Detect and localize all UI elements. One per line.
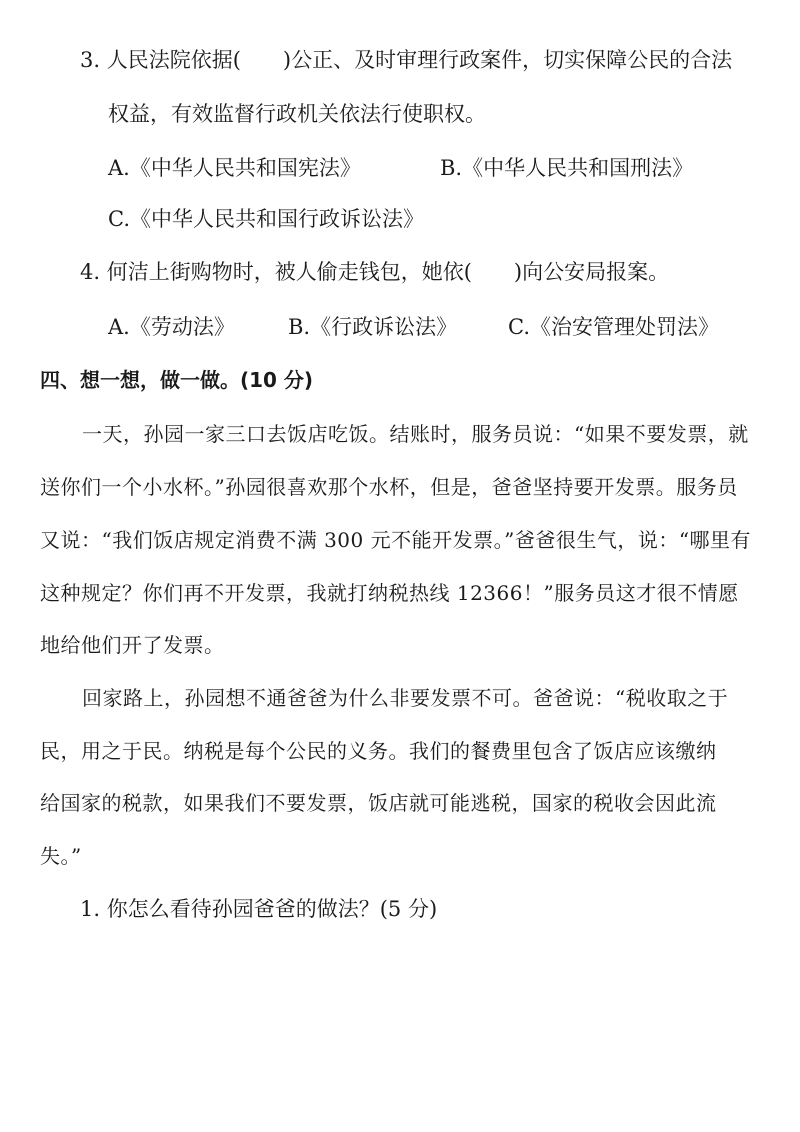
sub-question-1: 1. 你怎么看待孙园爸爸的做法？(5 分) [80, 897, 438, 921]
section-title: 四、想一想，做一做。(10 分) [40, 368, 314, 392]
q4-stem: 4. 何洁上街购物时，被人偷走钱包，她依( )向公安局报案。 [80, 260, 670, 284]
q3-stem-line1: 3. 人民法院依据( )公正、及时审理行政案件，切实保障公民的合法 [80, 48, 733, 72]
q4-option-c: C.《治安管理处罚法》 [508, 315, 719, 339]
q4-option-b: B.《行政诉讼法》 [288, 315, 458, 339]
q4-option-a: A.《劳动法》 [108, 315, 235, 339]
q3-option-c: C.《中华人民共和国行政诉讼法》 [108, 207, 424, 231]
q3-option-a: A.《中华人民共和国宪法》 [108, 156, 361, 180]
passage-p1-line3: 又说：“我们饭店规定消费不满 300 元不能开发票。”爸爸很生气，说：“哪里有 [40, 528, 752, 552]
q3-stem-line2: 权益，有效监督行政机关依法行使职权。 [108, 102, 486, 126]
passage-p2-line1: 回家路上，孙园想不通爸爸为什么非要发票不可。爸爸说：“税收取之于 [82, 686, 729, 710]
passage-p1-line4: 这种规定？你们再不开发票，我就打纳税热线 12366！”服务员这才很不情愿 [40, 581, 739, 605]
passage-p1-line1: 一天，孙园一家三口去饭店吃饭。结账时，服务员说：“如果不要发票，就 [82, 422, 749, 446]
passage-p1-line5: 地给他们开了发票。 [40, 633, 225, 657]
passage-p2-line3: 给国家的税款，如果我们不要发票，饭店就可能逃税，国家的税收会因此流 [40, 791, 717, 815]
q3-option-b: B.《中华人民共和国刑法》 [440, 156, 694, 180]
passage-p2-line2: 民，用之于民。纳税是每个公民的义务。我们的餐费里包含了饭店应该缴纳 [40, 739, 717, 763]
passage-p1-line2: 送你们一个小水杯。”孙园很喜欢那个水杯，但是，爸爸坚持要开发票。服务员 [40, 475, 738, 499]
passage-p2-line4: 失。” [40, 844, 82, 868]
